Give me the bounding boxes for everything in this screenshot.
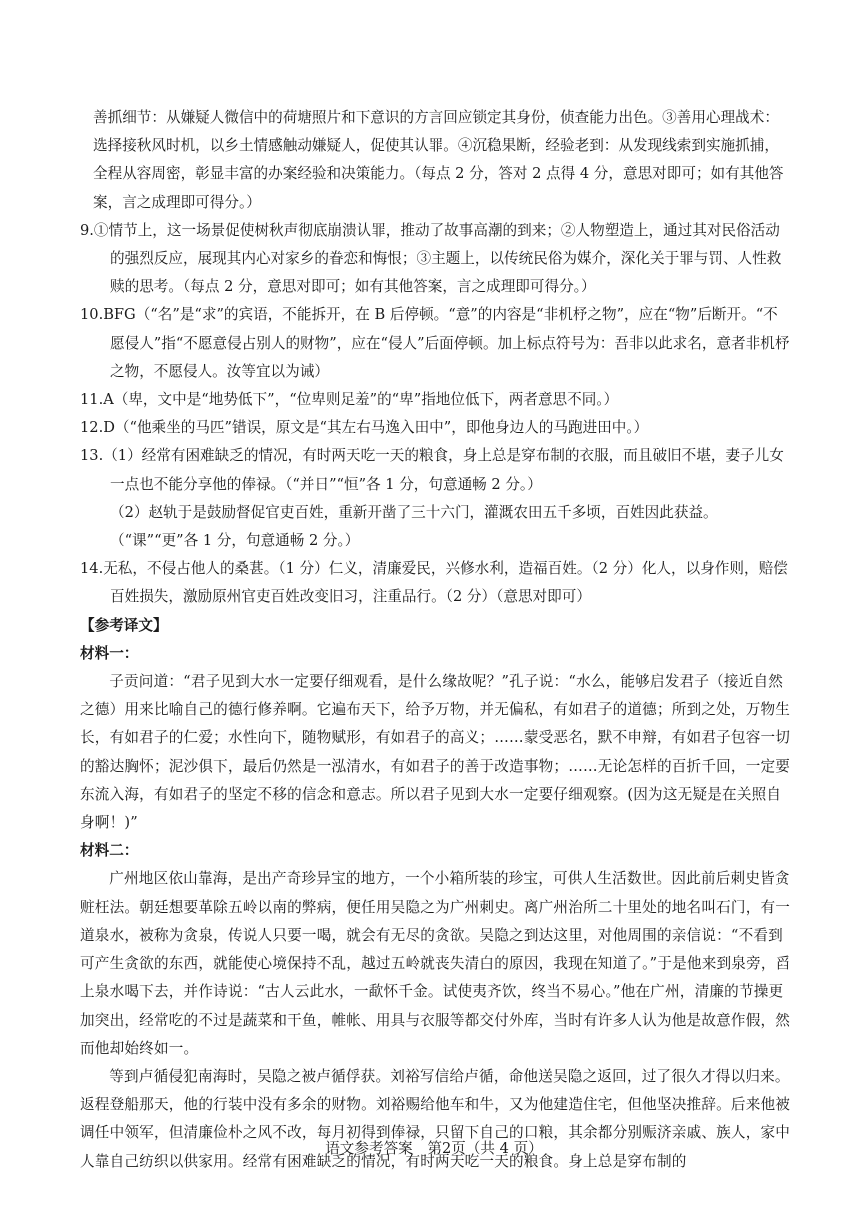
answer-13-part-2: （2）赵轨于是鼓励督促官吏百姓，重新开凿了三十六门，灌溉农田五千多顷，百姓因此获益。（“课”“更”各 1 分，句意通畅 2 分。） xyxy=(110,503,718,550)
answer-10: 10.BFG（“名”是“求”的宾语，不能拆开，在 B 后停顿。“意”的内容是“非机杼之物”，应在“物”后断开。“不愿侵人”指“不愿意侵占别人的财物”，应在“侵人”后面停顿。加上标点符号为：吾非以此求名，意者非机杼之物，不愿侵人。汝等宜以为诫） xyxy=(80,306,790,380)
answer-12: 12.D（“他乘坐的马匹”错误，原文是“其左右马逸入田中”，即他身边人的马跑进田中。） xyxy=(80,419,649,437)
material-2-paragraph-1: 广州地区依山靠海，是出产奇珍异宝的地方，一个小箱所装的珍宝，可供人生活数世。因此前后刺史皆贪赃枉法。朝廷想要革除五岭以南的弊病，便任用吴隐之为广州刺史。离广州治所二十里处的地名叫石门，有一道泉水，被称为贪泉，传说人只要一喝，就会有无尽的贪欲。吴隐之到达这里，对他周围的亲信说：“不看到可产生贪欲的东西，就能使心境保持不乱，越过五岭就丧失清白的原因，我现在知道了。”于是他来到泉旁，舀上泉水喝下去，并作诗说：“古人云此水，一歃怀千金。试使夷齐饮，终当不易心。”他在广州，清廉的节操更加突出，经常吃的不过是蔬菜和干鱼，帷帐、用具与衣服等都交付外库，当时有许多人认为他是故意作假，然而他却始终如一。 xyxy=(80,870,791,1057)
answer-14: 14.无私，不侵占他人的桑葚。（1 分）仁义，清廉爱民，兴修水利，造福百姓。（2 分）化人，以身作则，赔偿百姓损失，激励原州官吏百姓改变旧习，注重品行。（2 分）（意思对即可） xyxy=(80,560,788,606)
material-2-label: 材料二： xyxy=(80,842,139,860)
material-2-paragraph-2: 等到卢循侵犯南海时，吴隐之被卢循俘获。刘裕写信给卢循，命他送吴隐之返回，过了很久才得以归来。返程登船那天，他的行装中没有多余的财物。刘裕赐给他车和牛，又为他建造住宅，但他坚决推辞。后来他被调任中领军，但清廉俭朴之风不改，每月初得到俸禄，只留下自己的口粮，其余都分别赈济亲戚、族人，家中人靠自己纺织以供家用。经常有困难缺乏的情况，有时两天吃一天的粮食。身上总是穿布制的 xyxy=(80,1067,791,1170)
answer-8-continuation: 善抓细节：从嫌疑人微信中的荷塘照片和下意识的方言回应锁定其身份，侦查能力出色。③善用心理战术：选择接秋风时机，以乡土情感触动嫌疑人，促使其认罪。④沉稳果断，经验老到：从发现线索到实施抓捕，全程从容周密，彰显丰富的办案经验和决策能力。（每点 2 分，答对 2 点得 4 分，意思对即可；如有其他答案，言之成理即可得分。） xyxy=(93,109,784,211)
material-1-text: 子贡问道：“君子见到大水一定要仔细观看，是什么缘故呢？”孔子说：“水么，能够启发君子（接近自然之德）用来比喻自己的德行修养啊。它遍布天下，给予万物，并无偏私，有如君子的道德；所到之处，万物生长，有如君子的仁爱；水性向下，随物赋形，有如君子的高义；……蒙受恶名，默不申辩，有如君子包容一切的豁达胸怀；泥沙俱下，最后仍然是一泓清水，有如君子的善于改造事物；……无论怎样的百折千回，一定要东流入海，有如君子的坚定不移的信念和意志。所以君子见到大水一定要仔细观察。(因为这无疑是在关照自身啊！)” xyxy=(80,673,791,832)
answer-9: 9.①情节上，这一场景促使树秋声彻底崩溃认罪，推动了故事高潮的到来；②人物塑造上，通过其对民俗活动的强烈反应，展现其内心对家乡的眷恋和悔恨；③主题上，以传统民俗为媒介，深化关于罪与罚、人性救赎的思考。（每点 2 分，意思对即可；如有其他答案，言之成理即可得分。） xyxy=(80,221,782,296)
answer-13-part-1: 13.（1）经常有困难缺乏的情况，有时两天吃一天的粮食，身上总是穿布制的衣服，而且破旧不堪，妻子儿女一点也不能分享他的俸禄。（“并日”“恒”各 1 分，句意通畅 2 分。） xyxy=(80,447,784,493)
material-1-label: 材料一： xyxy=(80,644,139,662)
translation-heading: 【参考译文】 xyxy=(80,616,168,634)
page-footer: 语文参考答案 第2页（共 4 页） xyxy=(325,1140,543,1157)
answer-11: 11.A（卑，文中是“地势低下”，“位卑则足羞”的“卑”指地位低下，两者意思不同。） xyxy=(80,391,619,409)
